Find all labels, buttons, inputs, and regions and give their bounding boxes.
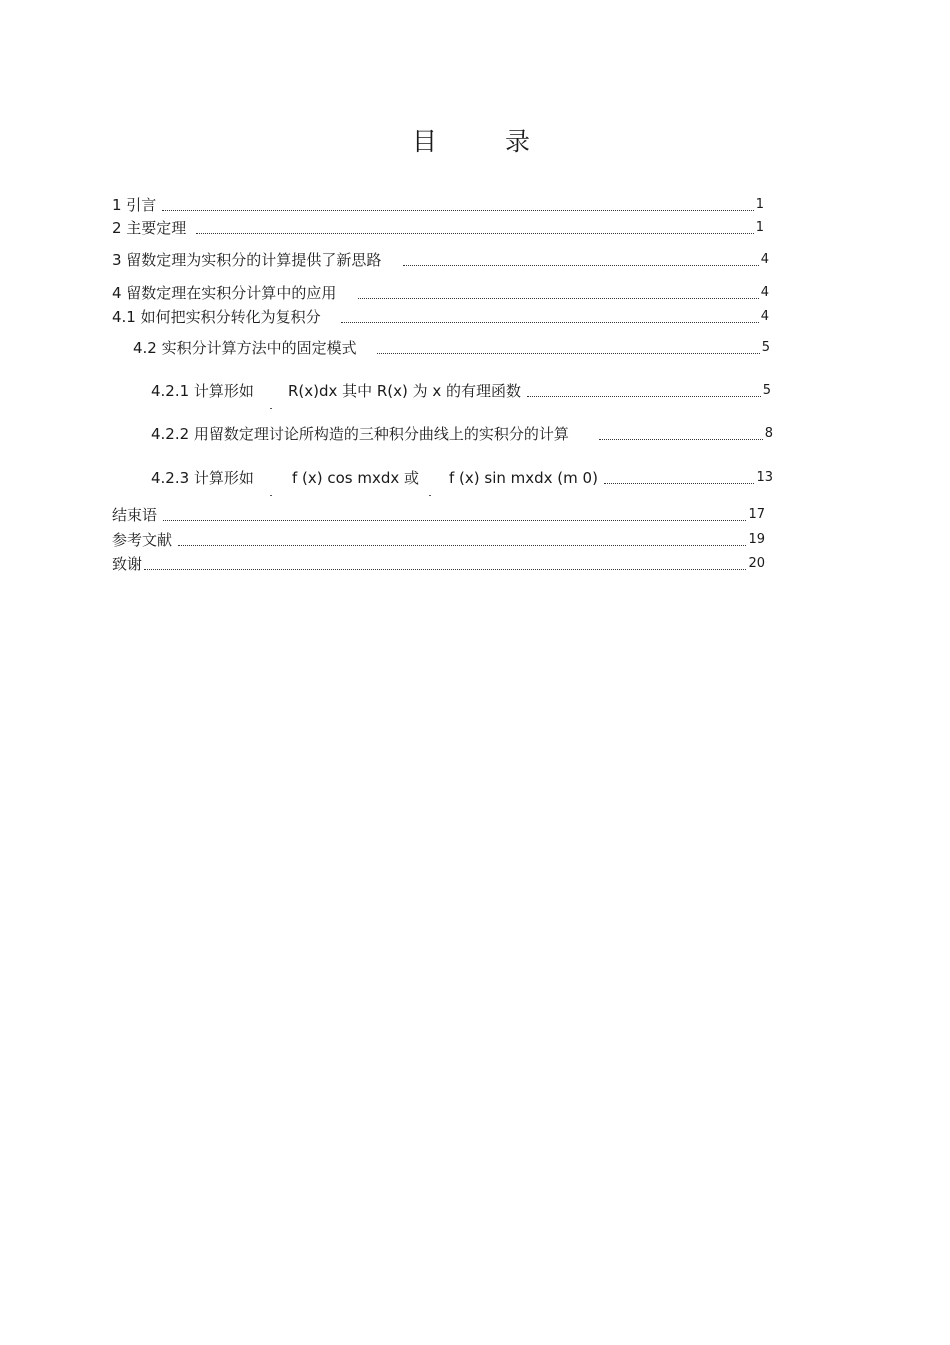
dot-leader xyxy=(604,477,755,484)
toc-entry-label-part: f (x) cos mxdx 或 xyxy=(291,469,419,487)
toc-entry-4-2-3[interactable] xyxy=(151,468,773,488)
dot-leader xyxy=(178,539,746,546)
toc-entry-page: 19 xyxy=(748,532,765,547)
dot-leader xyxy=(162,204,753,211)
toc-entry-label: 参考文献 xyxy=(112,531,173,549)
toc-entry-label-part: f (x) sin mxdx (m 0) xyxy=(449,469,598,487)
dot-leader xyxy=(527,390,761,397)
toc-entry-page: 1 xyxy=(755,197,764,212)
toc-entry-label: 致谢 xyxy=(112,555,143,573)
toc-entry-label: 4.1 如何把实积分转化为复积分 xyxy=(112,308,321,326)
toc-entry-references[interactable] xyxy=(112,530,765,550)
dot-leader xyxy=(341,316,759,323)
toc-entry-page: 20 xyxy=(748,556,765,571)
dot-leader xyxy=(377,347,760,354)
toc-entry-4-2-2[interactable] xyxy=(151,424,773,444)
dot-leader xyxy=(196,227,753,234)
integral-mark-icon xyxy=(270,408,272,409)
toc-entry-label: 4.2 实积分计算方法中的固定模式 xyxy=(133,339,357,357)
toc-entry-4-1[interactable] xyxy=(112,307,769,327)
toc-entry-page: 13 xyxy=(756,470,773,485)
toc-entry-label: 3 留数定理为实积分的计算提供了新思路 xyxy=(112,251,382,269)
toc-entry-4-2-1[interactable] xyxy=(151,381,771,401)
toc-entry-conclusion[interactable] xyxy=(112,505,765,525)
dot-leader xyxy=(163,514,746,521)
toc-entry-new-approach[interactable] xyxy=(112,250,769,270)
toc-entry-introduction[interactable] xyxy=(112,195,764,215)
toc-entry-acknowledgements[interactable] xyxy=(112,554,765,574)
toc-entry-label-part: 4.2.3 计算形如 xyxy=(151,469,254,487)
integral-mark-icon xyxy=(270,495,272,496)
toc-entry-page: 4 xyxy=(760,309,769,324)
toc-entry-4-2[interactable] xyxy=(133,338,770,358)
integral-mark-icon xyxy=(429,495,431,496)
toc-entry-application[interactable] xyxy=(112,283,769,303)
toc-entry-label-part: 4.2.1 计算形如 xyxy=(151,382,254,400)
toc-entry-label: 4.2.2 用留数定理讨论所构造的三种积分曲线上的实积分的计算 xyxy=(151,425,569,443)
toc-entry-main-theorem[interactable] xyxy=(112,218,764,238)
toc-entry-label: 2 主要定理 xyxy=(112,219,187,237)
toc-entry-label: 结束语 xyxy=(112,506,158,524)
toc-entry-page: 8 xyxy=(764,426,773,441)
dot-leader xyxy=(403,259,758,266)
toc-entry-page: 4 xyxy=(760,252,769,267)
toc-entry-page: 1 xyxy=(755,220,764,235)
dot-leader xyxy=(358,292,758,299)
toc-entry-label: 1 引言 xyxy=(112,196,157,214)
toc-entry-page: 17 xyxy=(748,507,765,522)
dot-leader xyxy=(599,433,763,440)
toc-entry-page: 5 xyxy=(761,340,770,355)
toc-entry-label-part: R(x)dx 其中 R(x) 为 x 的有理函数 xyxy=(287,382,522,400)
toc-entry-label: 4 留数定理在实积分计算中的应用 xyxy=(112,284,337,302)
toc-entry-page: 4 xyxy=(760,285,769,300)
toc-entry-page: 5 xyxy=(762,383,771,398)
toc-title: 目 录 xyxy=(412,127,560,156)
dot-leader xyxy=(144,563,746,570)
